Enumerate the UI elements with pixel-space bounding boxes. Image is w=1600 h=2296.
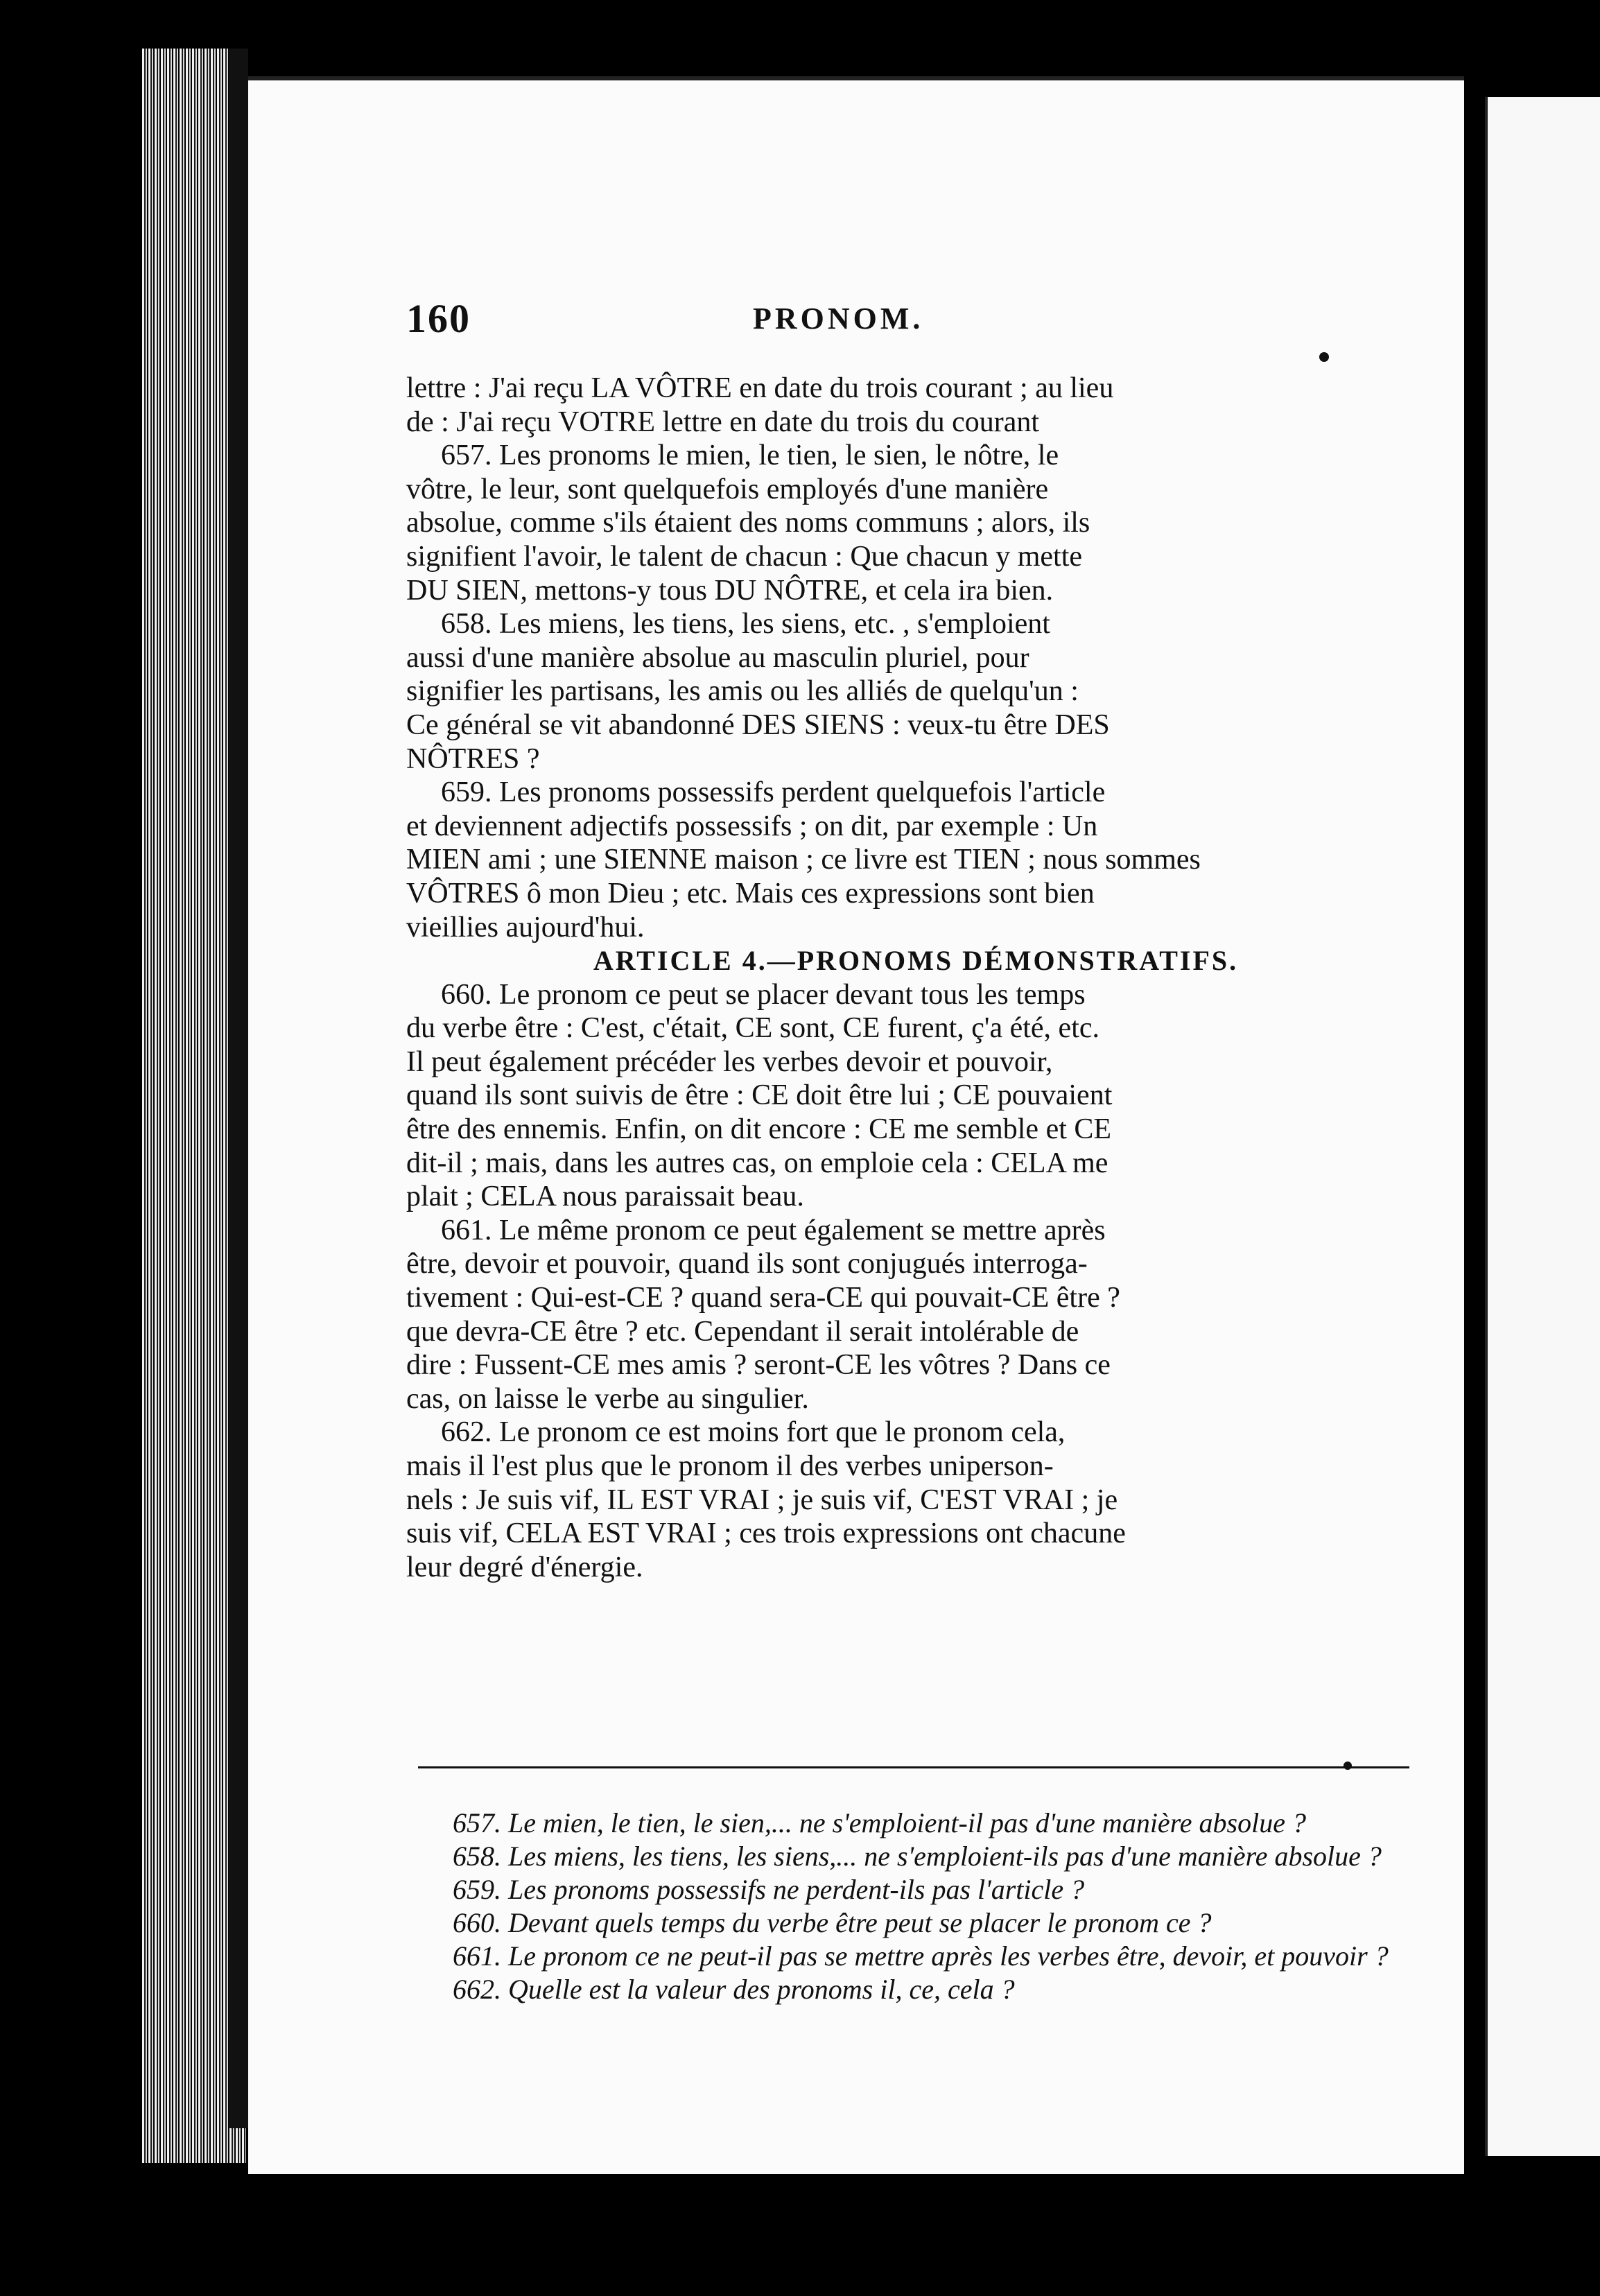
- text-line: plait ; CELA nous paraissait beau.: [406, 1181, 804, 1213]
- text-line: NÔTRES ?: [406, 742, 540, 775]
- page-number: 160: [406, 296, 471, 341]
- paragraph-659-line: 659. Les pronoms possessifs perdent quelquefois l'article: [441, 776, 1106, 809]
- text-line: Ce général se vit abandonné DES SIENS : veux-tu être DES: [406, 708, 1110, 741]
- paragraph-657-line: 657. Les pronoms le mien, le tien, le sien, le nôtre, le: [441, 440, 1059, 472]
- question-661: 661. Le pronom ce ne peut-il pas se mettre après les verbes être, devoir, et pouvoir ?: [453, 1940, 1389, 1972]
- text-line: vieillies aujourd'hui.: [406, 911, 645, 943]
- question-658: 658. Les miens, les tiens, les siens,... ne s'emploient-ils pas d'une manière absolue ?: [453, 1841, 1382, 1872]
- text-line: nels : Je suis vif, IL EST VRAI ; je suis vif, C'EST VRAI ; je: [406, 1484, 1118, 1516]
- text-line: et deviennent adjectifs possessifs ; on dit, par exemple : Un: [406, 810, 1098, 842]
- text-line: quand ils sont suivis de être : CE doit être lui ; CE pouvaient: [406, 1079, 1113, 1112]
- facing-page-edge: [1485, 97, 1600, 2156]
- running-head: PRONOM.: [753, 302, 924, 336]
- page-header: [406, 295, 1391, 365]
- question-660: 660. Devant quels temps du verbe être peut se placer le pronom ce ?: [453, 1907, 1212, 1938]
- text-line: mais il l'est plus que le pronom il des verbes uniperson-: [406, 1450, 1054, 1482]
- text-line: suis vif, CELA EST VRAI ; ces trois expressions ont chacune: [406, 1517, 1126, 1550]
- book-spine: [229, 49, 248, 2128]
- text-line: dit-il ; mais, dans les autres cas, on emploie cela : CELA me: [406, 1147, 1108, 1179]
- text-line: absolue, comme s'ils étaient des noms communs ; alors, ils: [406, 507, 1090, 539]
- text-line: être, devoir et pouvoir, quand ils sont conjugués interroga-: [406, 1248, 1088, 1280]
- ink-dot: [1319, 352, 1329, 362]
- text-line: dire : Fussent-CE mes amis ? seront-CE les vôtres ? Dans ce: [406, 1349, 1111, 1382]
- text-line: que devra-CE être ? etc. Cependant il serait intolérable de: [406, 1315, 1079, 1348]
- text-line: tivement : Qui-est-CE ? quand sera-CE qui pouvait-CE être ?: [406, 1282, 1120, 1314]
- paragraph-662-line: 662. Le pronom ce est moins fort que le pronom cela,: [441, 1416, 1066, 1449]
- text-line: DU SIEN, mettons-y tous DU NÔTRE, et cela ira bien.: [406, 574, 1054, 607]
- text-line: signifier les partisans, les amis ou les alliés de quelqu'un :: [406, 675, 1079, 708]
- text-line: vôtre, le leur, sont quelquefois employés d'une manière: [406, 473, 1049, 505]
- paragraph-661-line: 661. Le même pronom ce peut également se mettre après: [441, 1214, 1106, 1246]
- text-line: aussi d'une manière absolue au masculin pluriel, pour: [406, 641, 1029, 674]
- text-line: du verbe être : C'est, c'était, CE sont, CE furent, ç'a été, etc.: [406, 1012, 1100, 1045]
- question-657: 657. Le mien, le tien, le sien,... ne s'emploient-il pas d'une manière absolue ?: [453, 1807, 1306, 1838]
- text-line: de : J'ai reçu VOTRE lettre en date du trois du courant: [406, 406, 1040, 438]
- body-text: [406, 372, 1425, 1584]
- text-line: leur degré d'énergie.: [406, 1551, 643, 1583]
- paragraph-658-line: 658. Les miens, les tiens, les siens, etc. , s'emploient: [441, 608, 1050, 641]
- article-heading: ARTICLE 4.—PRONOMS DÉMONSTRATIFS.: [593, 945, 1239, 977]
- paragraph-660-line: 660. Le pronom ce peut se placer devant tous les temps: [441, 978, 1086, 1011]
- text-line: être des ennemis. Enfin, on dit encore : CE me semble et CE: [406, 1113, 1112, 1146]
- book-page: [248, 76, 1464, 2174]
- question-659: 659. Les pronoms possessifs ne perdent-ils pas l'article ?: [453, 1874, 1085, 1905]
- text-line: Il peut également précéder les verbes devoir et pouvoir,: [406, 1045, 1053, 1078]
- text-line: lettre : J'ai reçu LA VÔTRE en date du trois courant ; au lieu: [406, 372, 1114, 404]
- review-questions: [418, 1807, 1423, 2006]
- ink-dot: [1344, 1762, 1352, 1770]
- section-divider: [418, 1766, 1409, 1768]
- text-line: cas, on laisse le verbe au singulier.: [406, 1382, 809, 1415]
- text-line: signifient l'avoir, le talent de chacun : Que chacun y mette: [406, 540, 1083, 573]
- text-line: MIEN ami ; une SIENNE maison ; ce livre est TIEN ; nous sommes: [406, 844, 1201, 876]
- question-662: 662. Quelle est la valeur des pronoms il, ce, cela ?: [453, 1974, 1015, 2005]
- text-line: VÔTRES ô mon Dieu ; etc. Mais ces expressions sont bien: [406, 877, 1095, 910]
